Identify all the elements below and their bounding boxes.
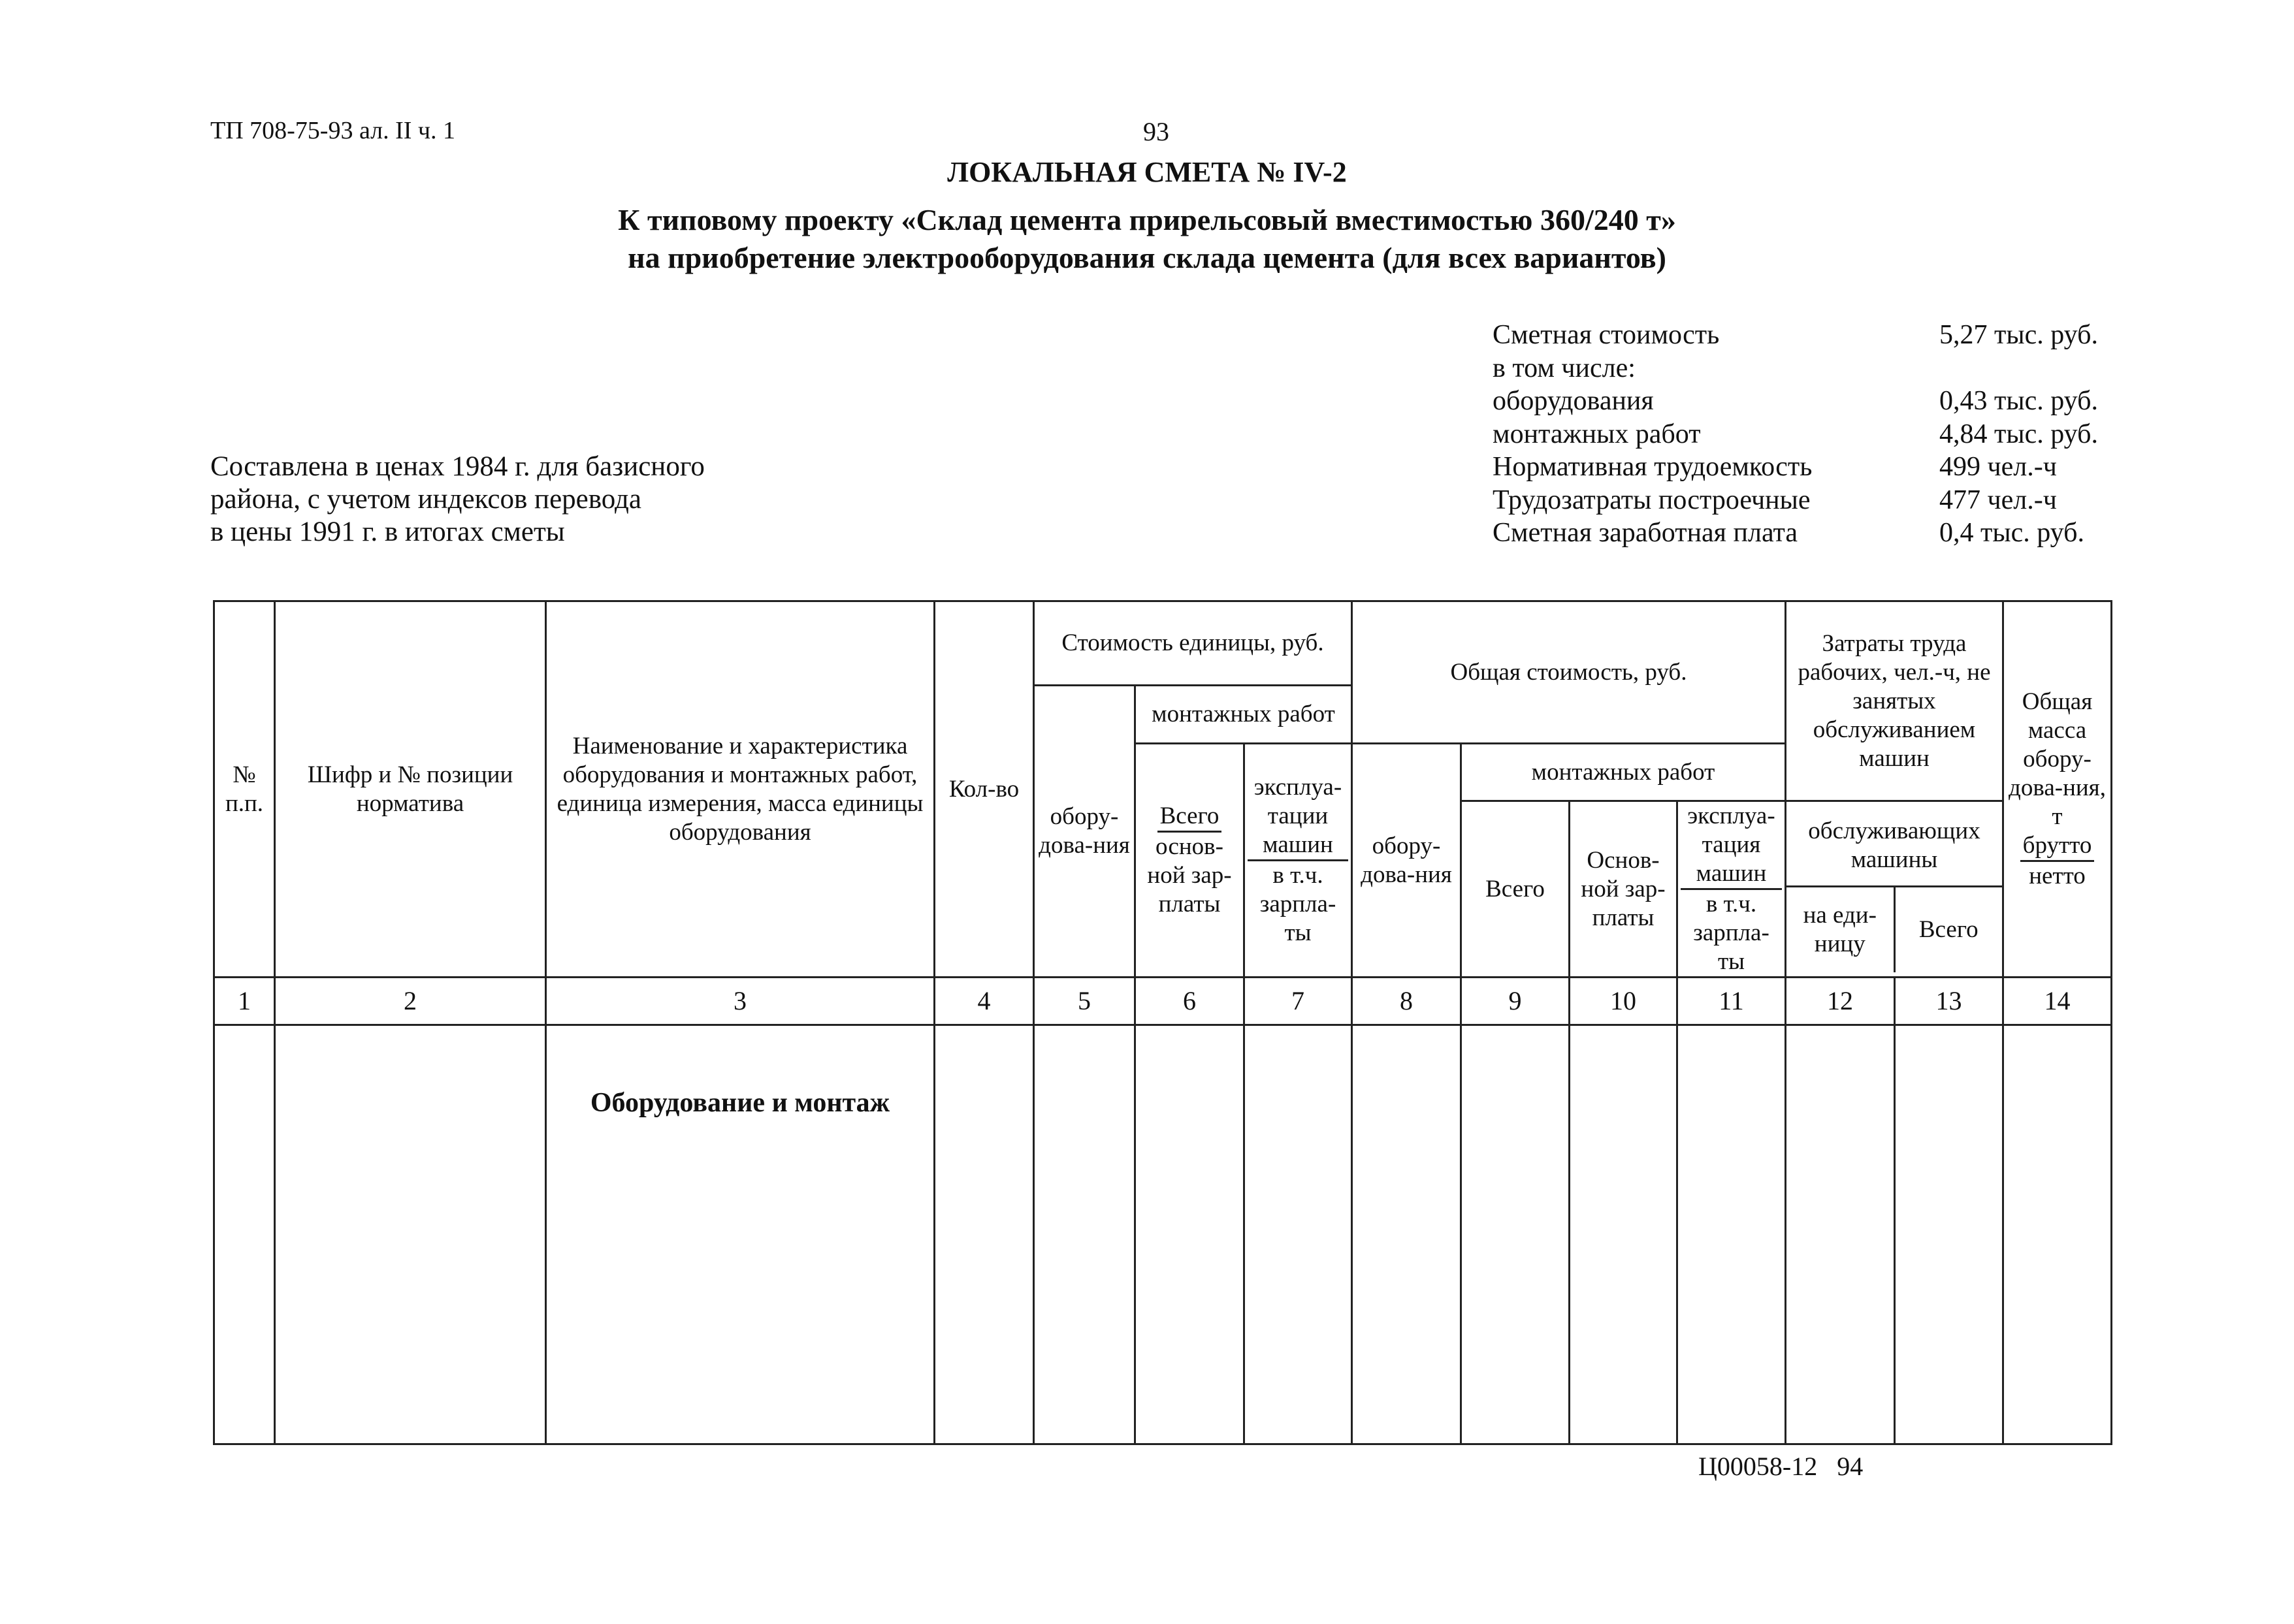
summary-value: 0,4 тыс. руб.	[1939, 518, 2084, 548]
table-cell	[935, 1025, 1034, 1444]
table-cell	[1135, 1025, 1244, 1444]
summary-label: оборудования	[1493, 386, 1654, 416]
header-unit-install: монтажных работ	[1135, 686, 1352, 744]
summary-value: 4,84 тыс. руб.	[1939, 419, 2098, 449]
servicing-total: Всего	[1918, 915, 1979, 943]
estimate-table	[213, 600, 2112, 1445]
table-cell	[1570, 1025, 1677, 1444]
header-total-exploitation	[1677, 801, 1786, 978]
unit-exploitation-label: эксплуа-тации машин	[1248, 773, 1348, 861]
column-number: 11	[1677, 978, 1786, 1025]
table-cell	[1786, 1025, 1895, 1444]
column-number: 9	[1461, 978, 1570, 1025]
column-number: 1	[214, 978, 275, 1025]
note-line: Составлена в ценах 1984 г. для базисного	[210, 451, 705, 482]
summary-value	[1939, 352, 2116, 385]
project-title: К типовому проекту «Склад цемента прирельсовый вместимостью 360/240 т»	[618, 203, 1676, 236]
column-number: 3	[546, 978, 935, 1025]
header-total-basic-wage: Основ-ной зар-платы	[1570, 801, 1677, 978]
column-number: 8	[1352, 978, 1461, 1025]
footer-code: Ц00058-12	[1698, 1452, 1818, 1481]
header-quantity: Кол-во	[935, 601, 1034, 978]
mass-label: Общая масса обору-дова-ния, т	[2009, 688, 2106, 830]
column-number: 4	[935, 978, 1034, 1025]
header-total-cost: Общая стоимость, руб.	[1352, 601, 1786, 744]
summary-label: Сметная стоимость	[1493, 320, 1720, 350]
footer	[1698, 1451, 1863, 1482]
doc-code: ТП 708-75-93 ал. II ч. 1	[210, 117, 456, 144]
column-number: 10	[1570, 978, 1677, 1025]
servicing-per-unit: на еди-ницу	[1786, 887, 1896, 972]
summary-value: 0,43 тыс. руб.	[1939, 386, 2098, 416]
header-total-all: Всего	[1461, 801, 1570, 978]
header-total-equipment: обору-дова-ния	[1352, 744, 1461, 978]
mass-net: нетто	[2029, 863, 2086, 889]
table-cell	[275, 1025, 546, 1444]
header-total-install: монтажных работ	[1461, 744, 1786, 801]
header-mass	[2003, 601, 2112, 978]
page-number: 93	[1143, 117, 1169, 146]
table-cell	[1244, 1025, 1352, 1444]
unit-basic-wage: основ-ной зар-платы	[1147, 833, 1232, 917]
column-number: 12	[1786, 978, 1895, 1025]
column-number: 2	[275, 978, 546, 1025]
section-title: Оборудование и монтаж	[546, 1025, 935, 1444]
note-line: в цены 1991 г. в итогах сметы	[210, 517, 565, 547]
header-unit-total	[1135, 744, 1244, 978]
header-unit-equipment: обору-дова-ния	[1034, 686, 1135, 978]
total-exploitation-label: эксплуа-тация машин	[1681, 802, 1782, 890]
table-cell	[1352, 1025, 1461, 1444]
table-cell	[1034, 1025, 1135, 1444]
header-servicing	[1786, 801, 2003, 978]
column-number: 7	[1244, 978, 1352, 1025]
column-number: 13	[1895, 978, 2003, 1025]
column-number: 6	[1135, 978, 1244, 1025]
header-code: Шифр и № позиции норматива	[275, 601, 546, 978]
table-cell	[1895, 1025, 2003, 1444]
summary-label: Нормативная трудоемкость	[1493, 452, 1813, 482]
summary-label: Трудозатраты построечные	[1493, 485, 1811, 515]
header-unit-exploitation	[1244, 744, 1352, 978]
summary-label: монтажных работ	[1493, 419, 1701, 449]
document-title: ЛОКАЛЬНАЯ СМЕТА № IV-2	[947, 156, 1347, 188]
total-incl-wage: в т.ч. зарпла-ты	[1693, 891, 1769, 975]
column-number: 14	[2003, 978, 2112, 1025]
header-row-number: № п.п.	[214, 601, 275, 978]
mass-gross: брутто	[2020, 831, 2095, 862]
header-unit-cost: Стоимость единицы, руб.	[1034, 601, 1352, 686]
servicing-label: обслуживающих машины	[1786, 806, 2002, 887]
unit-incl-wage: в т.ч. зарпла-ты	[1259, 862, 1336, 946]
summary-label: Сметная заработная плата	[1493, 518, 1798, 548]
unit-total-label: Всего	[1157, 802, 1222, 833]
pricing-note	[210, 451, 705, 549]
project-subtitle: на приобретение электрооборудования склада цемента (для всех вариантов)	[628, 241, 1666, 274]
summary-value: 499 чел.-ч	[1939, 452, 2057, 482]
table-cell	[1677, 1025, 1786, 1444]
table-cell	[214, 1025, 275, 1444]
summary-label: в том числе:	[1493, 353, 1636, 383]
cost-summary	[1493, 319, 2116, 550]
summary-value: 5,27 тыс. руб.	[1939, 320, 2098, 350]
header-labor: Затраты труда рабочих, чел.-ч, не занятых обслуживанием машин	[1786, 601, 2003, 801]
header-name: Наименование и характеристика оборудования и монтажных работ, единица измерения, масса единицы оборудования	[546, 601, 935, 978]
note-line: района, с учетом индексов перевода	[210, 484, 641, 515]
table-cell	[1461, 1025, 1570, 1444]
column-number: 5	[1034, 978, 1135, 1025]
table-cell	[2003, 1025, 2112, 1444]
summary-value: 477 чел.-ч	[1939, 485, 2057, 515]
footer-page: 94	[1837, 1452, 1864, 1481]
